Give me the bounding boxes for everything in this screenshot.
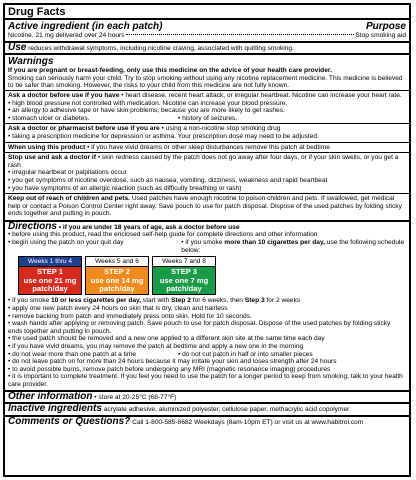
directions-item: • do not wear more than one patch at a time	[8, 350, 137, 358]
directions-text: for 6 weeks, then	[192, 297, 243, 305]
use-text: reduces withdrawal symptoms, including nicotine craving, associated with quitting smoking.	[28, 44, 294, 52]
step-box	[152, 256, 216, 295]
leader-dots	[126, 34, 355, 35]
stop-use-item: • skin redness caused by the patch does not go away after four days, or if your skin swells, or you get a rash	[8, 154, 399, 169]
step-dose: use one 7 mg	[159, 275, 209, 285]
other-information-text: • store at 20-25°C (68-77°F)	[94, 393, 177, 401]
step-weeks: Weeks 1 thru 4	[19, 257, 81, 267]
other-information-section	[5, 392, 409, 403]
step-dose: use one 14 mg	[90, 275, 144, 285]
stop-use-item: • you have symptoms of an allergic reaction (such as difficulty breathing or rash)	[8, 184, 242, 192]
purpose-text: Stop smoking aid	[355, 32, 406, 39]
directions-item: • it is important to complete treatment. If you feel you need to use the patch for a longer period to keep from smoking, talk to your health care provider.	[8, 373, 403, 388]
step-box	[18, 256, 82, 295]
directions-item: • to avoid possible burns, remove patch before undergoing any MRI (magnetic resonance imaging) procedures	[8, 365, 331, 373]
ask-pharmacist-item: • taking a prescription medicine for depression or asthma. Your prescription dose may need to be adjusted.	[8, 132, 319, 140]
purpose-header: Purpose	[365, 21, 406, 32]
ask-pharmacist-item: • using a non-nicotine stop smoking drug	[161, 125, 281, 133]
stop-use-item: • you get symptoms of nicotine overdose, such as nausea, vomiting, dizziness, weakness and rapid heartbeat	[8, 176, 328, 184]
when-using-text: • if you have vivid dreams or other sleep disturbances remove this patch at bedtime	[87, 143, 330, 151]
step-dose: use one 21 mg	[23, 275, 77, 285]
directions-text-bold: Step 2	[171, 297, 191, 305]
comments-section	[5, 417, 409, 428]
keep-out-label: Keep out of reach of children and pets.	[8, 195, 131, 203]
inactive-ingredients-section	[5, 404, 409, 415]
stop-use-section	[5, 152, 409, 193]
when-using-section	[5, 142, 409, 153]
inactive-ingredients-header: Inactive ingredients	[8, 403, 102, 415]
step-schedule	[18, 256, 406, 295]
inactive-ingredients-text: acrylate adhesive, aluminized polyester, cellulose paper, methacrylic acid copolymer	[103, 406, 350, 414]
stop-use-item: • irregular heartbeat or palpitations occur	[8, 169, 127, 177]
step-body	[153, 267, 215, 294]
ask-pharmacist-section	[5, 123, 409, 141]
warnings-header: Warnings	[8, 56, 54, 68]
directions-item: • if you have vivid dreams, you may remove the patch at bedtime and apply a new one in the morning	[8, 343, 304, 351]
step-label: STEP 2	[103, 267, 131, 277]
keep-out-section	[5, 193, 409, 219]
step-weeks: Weeks 7 and 8	[153, 257, 215, 267]
ask-doctor-item: • heart disease, recent heart attack, or irregular heartbeat. Nicotine can increase your heart rate.	[121, 91, 402, 99]
pregnancy-warning-text: Smoking can seriously harm your child. Try to stop smoking without using any nicotine replacement medicine. This medicine is believed to be safer than smoking. However, the risks to your child from this medicine are not fully known.	[8, 74, 403, 90]
directions-text: for 2 weeks	[266, 297, 301, 305]
directions-item: • apply one new patch every 24 hours on skin that is dry, clean and hairless	[8, 305, 228, 313]
directions-item: • wash hands after applying or removing patch. Save pouch to use for patch disposal. Dispose of the used patches by folding sticky ends together and putting in pouch.	[8, 320, 391, 335]
step-weeks: Weeks 5 and 6	[86, 257, 148, 267]
directions-text-bold: Step 3	[244, 297, 265, 305]
comments-text: Call 1-800-585-8682 Weekdays (8am-10pm ET) or visit us at www.habitrol.com	[132, 418, 364, 426]
stop-use-label: Stop use and ask a doctor if	[8, 154, 96, 162]
ask-doctor-item: • high blood pressure not controlled with medication. Nicotine can increase your blood pressure.	[8, 99, 288, 107]
step-body	[86, 267, 148, 294]
step-label: STEP 3	[170, 267, 198, 277]
directions-item: • remove backing from patch and immediately press onto skin. Hold for 10 seconds.	[8, 312, 252, 320]
use-header: Use	[8, 41, 27, 53]
step-unit: patch/day	[32, 284, 68, 294]
directions-item: • do not leave patch on for more than 24 hours because it may irritate your skin and loses strength after 24 hours	[8, 358, 337, 366]
directions-item: use the following schedule below:	[181, 239, 405, 254]
ask-pharmacist-label: Ask a doctor or pharmacist before use if you are	[8, 125, 160, 133]
directions-item: • the used patch should be removed and a new one applied to a different skin site at the same time each day	[8, 335, 325, 343]
drug-facts-title: Drug Facts	[8, 6, 66, 18]
ask-doctor-item: • an allergy to adhesive tape or have skin problems, because you are more likely to get rashes.	[8, 107, 285, 115]
step-box	[85, 256, 149, 295]
directions-item-bold: more than 10 cigarettes per day,	[224, 239, 325, 247]
active-ingredient-header: Active ingredient (in each patch)	[8, 21, 163, 32]
step-unit: patch/day	[99, 284, 135, 294]
ask-doctor-item: • stomach ulcer or diabetes.	[8, 114, 90, 122]
directions-item	[8, 297, 406, 305]
step-unit: patch/day	[166, 284, 202, 294]
ask-doctor-section	[5, 90, 409, 123]
keep-out-text: Used patches have enough nicotine to poison children and pets. If swallowed, get medical help or contact a Poison Control Center right away. Save pouch to use for patch disposal. Dispose of the used patches by folding sticky ends together and putting in pouch.	[8, 195, 402, 218]
pregnancy-warning: If you are pregnant or breast-feeding, only use this medicine on the advice of your health care provider.	[8, 67, 332, 75]
drug-facts-panel	[3, 3, 411, 477]
other-information-header: Other information	[8, 390, 93, 402]
directions-text-bold: 10 or less cigarettes per day,	[51, 297, 142, 305]
ask-doctor-label: Ask a doctor before use if you have	[8, 91, 120, 99]
active-ingredient-text: Nicotine, 21 mg delivered over 24 hours	[8, 32, 125, 39]
directions-text: • if you smoke	[8, 297, 50, 305]
directions-text: start with	[142, 297, 170, 305]
directions-item: • begin using the patch on your quit day	[8, 239, 124, 247]
step-body	[19, 267, 81, 294]
active-ingredient-section	[5, 20, 409, 41]
directions-section	[5, 222, 409, 390]
comments-header: Comments or Questions?	[8, 415, 131, 427]
when-using-label: When using this product	[8, 143, 86, 151]
directions-header: Directions	[8, 220, 57, 232]
directions-item: • do not cut patch in half or into smaller pieces	[178, 350, 313, 358]
directions-item: • if you smoke	[181, 239, 223, 247]
step-label: STEP 1	[36, 267, 64, 277]
ask-doctor-item: • history of seizures.	[178, 114, 238, 122]
use-section	[5, 43, 409, 54]
warnings-section	[5, 55, 409, 220]
directions-item: • before using this product, read the enclosed self-help guide for complete directions and other information	[8, 231, 318, 239]
directions-under18: • if you are under 18 years of age, ask a doctor before use	[58, 223, 240, 231]
